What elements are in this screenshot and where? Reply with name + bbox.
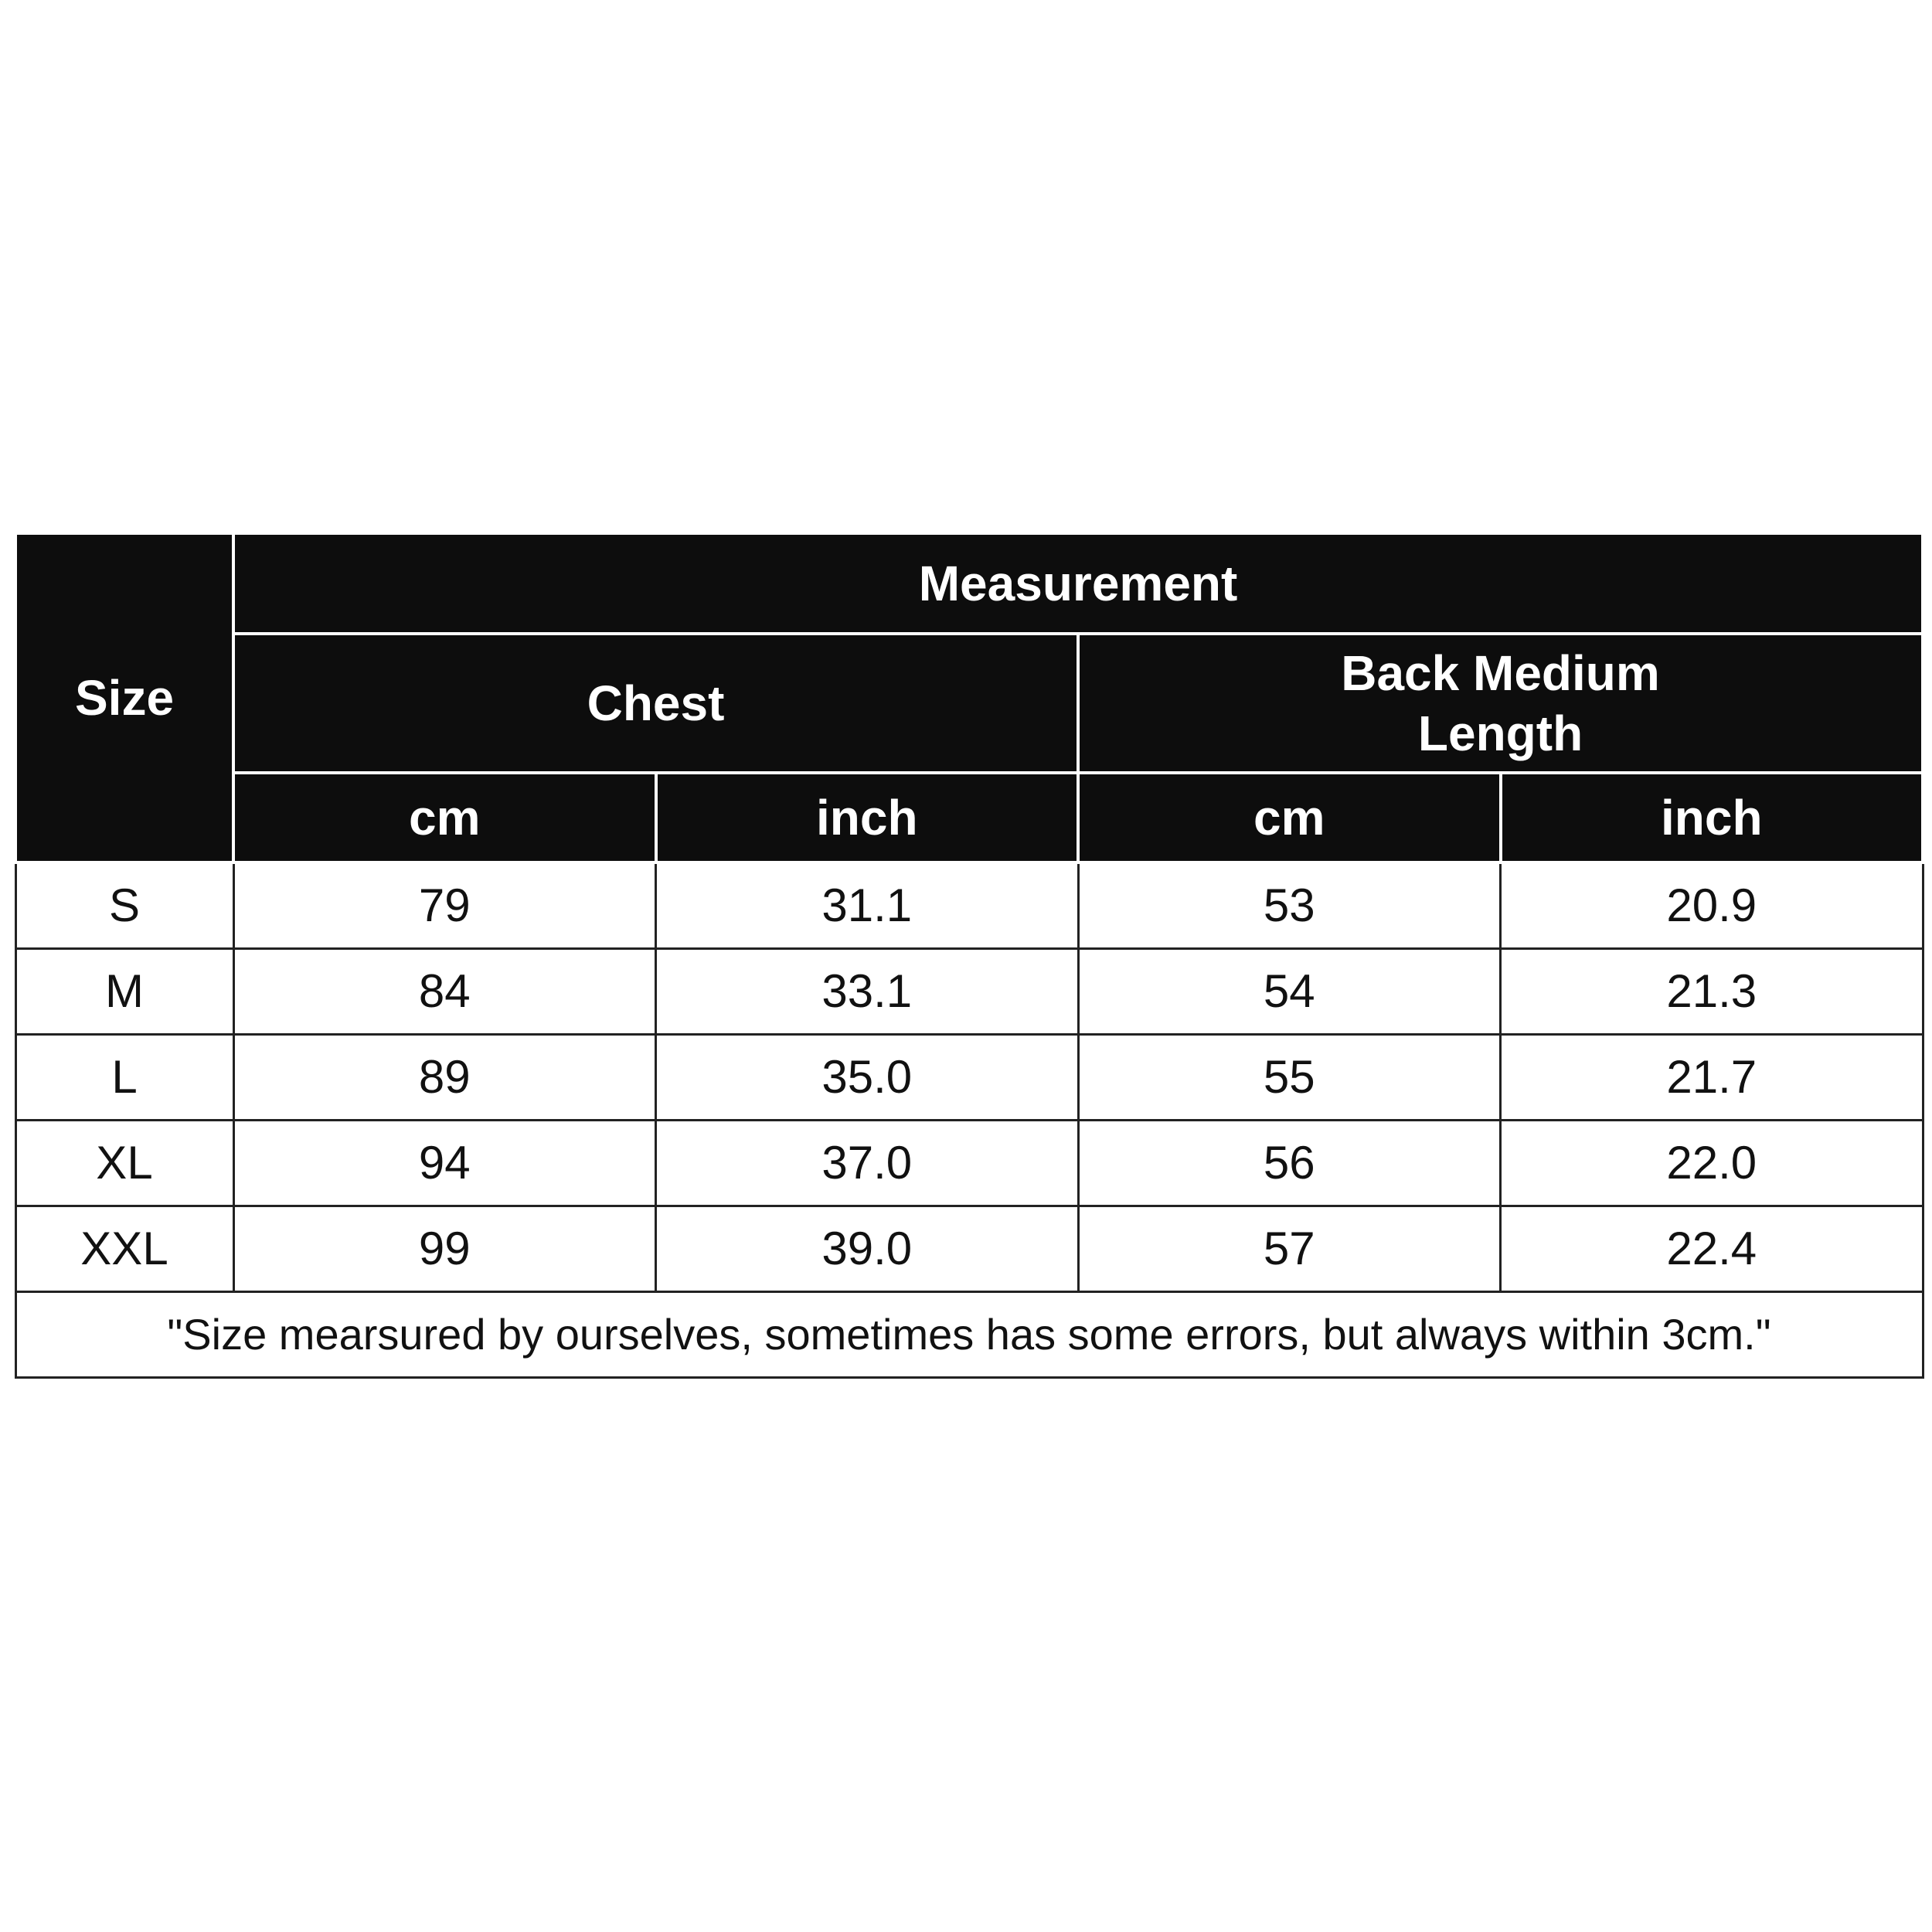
chest-cm-header: cm: [233, 773, 656, 862]
back-cm-cell: 54: [1078, 949, 1501, 1035]
back-cm-cell: 53: [1078, 862, 1501, 949]
back-cm-header: cm: [1078, 773, 1501, 862]
back-medium-length-label-line2: Length: [1417, 706, 1583, 761]
measurement-header: Measurement: [233, 533, 1923, 634]
back-cm-cell: 56: [1078, 1121, 1501, 1206]
back-cm-cell: 55: [1078, 1035, 1501, 1121]
chest-inch-cell: 39.0: [656, 1206, 1079, 1292]
note-row: [15, 1292, 1923, 1378]
chest-cm-cell: 89: [233, 1035, 656, 1121]
back-inch-cell: 21.3: [1501, 949, 1923, 1035]
chest-group-header: Chest: [233, 634, 1078, 773]
table-row: [15, 1035, 1923, 1121]
chest-inch-cell: 31.1: [656, 862, 1079, 949]
back-inch-cell: 21.7: [1501, 1035, 1923, 1121]
table-row: [15, 1121, 1923, 1206]
size-column-header: Size: [15, 533, 233, 862]
chest-inch-header: inch: [656, 773, 1079, 862]
chest-cm-cell: 84: [233, 949, 656, 1035]
back-medium-length-label-line1: Back Medium: [1341, 645, 1660, 701]
chest-cm-cell: 94: [233, 1121, 656, 1206]
table-body: [15, 862, 1923, 1378]
size-cell: L: [15, 1035, 233, 1121]
back-medium-length-group-header: [1078, 634, 1923, 773]
header-row-units: [15, 773, 1923, 862]
chest-inch-cell: 37.0: [656, 1121, 1079, 1206]
size-cell: S: [15, 862, 233, 949]
back-inch-cell: 22.0: [1501, 1121, 1923, 1206]
chest-cm-cell: 79: [233, 862, 656, 949]
size-chart-table: [14, 532, 1924, 1379]
chest-inch-cell: 35.0: [656, 1035, 1079, 1121]
chest-inch-cell: 33.1: [656, 949, 1079, 1035]
size-cell: XXL: [15, 1206, 233, 1292]
back-inch-header: inch: [1501, 773, 1923, 862]
table-row: [15, 862, 1923, 949]
table-header: [15, 533, 1923, 862]
table-row: [15, 949, 1923, 1035]
size-cell: XL: [15, 1121, 233, 1206]
chest-cm-cell: 99: [233, 1206, 656, 1292]
back-inch-cell: 20.9: [1501, 862, 1923, 949]
measurement-note: "Size mearsured by ourselves, sometimes has some errors, but always within 3cm.": [15, 1292, 1923, 1378]
header-row-measurement: [15, 533, 1923, 634]
table-row: [15, 1206, 1923, 1292]
header-row-groups: [15, 634, 1923, 773]
back-inch-cell: 22.4: [1501, 1206, 1923, 1292]
size-cell: M: [15, 949, 233, 1035]
back-cm-cell: 57: [1078, 1206, 1501, 1292]
